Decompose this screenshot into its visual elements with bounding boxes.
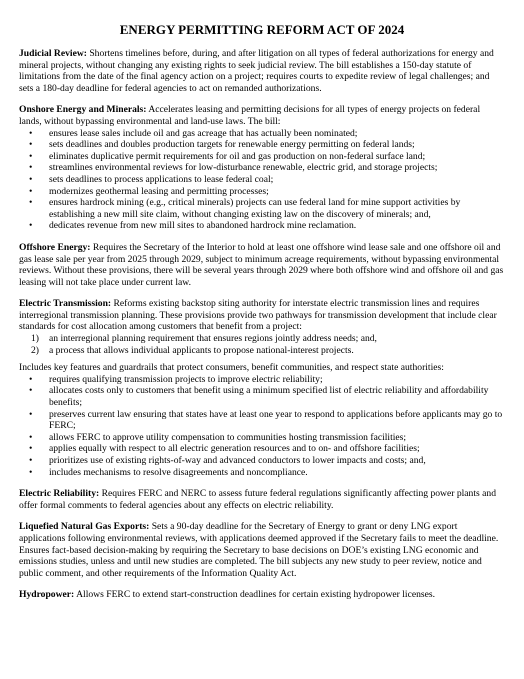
reliability-paragraph xyxy=(19,488,505,511)
list-item: • includes mechanisms to resolve disagreements and noncompliance. xyxy=(19,467,505,479)
offshore-paragraph xyxy=(19,242,505,288)
section-text: Allows FERC to extend start-construction deadlines for certain existing hydropower licenses. xyxy=(74,589,436,601)
document-title: ENERGY PERMITTING REFORM ACT OF 2024 xyxy=(119,22,405,37)
section-text: Reforms existing backstop siting authority for interstate electric transmission lines and requires interregional transmission planning. These provisions provide two pathways for transmission development that include clear standards for cost allocation among customers that benefit from a project: xyxy=(19,298,497,333)
list-item: • streamlines environmental reviews for low-disturbance renewable, electric grid, and storage projects; xyxy=(19,162,505,174)
section-text: Requires the Secretary of the Interior to hold at least one offshore wind lease sale and one offshore oil and gas lease sale per year from 2025 through 2029, subject to minimum acreage requirements, without bypassing environmental reviews. Without these provisions, there will be several years through 2029 where both offshore wind and offshore oil and gas leasing will not take place under current law. xyxy=(19,241,504,288)
section-transmission-guardrails xyxy=(19,362,505,478)
section-judicial-review xyxy=(19,48,505,94)
list-item-text: an interregional planning requirement that ensures regions jointly address needs; and, xyxy=(49,333,377,345)
section-onshore xyxy=(19,104,505,232)
list-item-text: a process that allows individual applicants to propose national-interest projects. xyxy=(49,344,354,356)
section-lng xyxy=(19,521,505,579)
section-heading: Electric Reliability: xyxy=(19,488,100,500)
onshore-bullet-list xyxy=(19,128,505,232)
section-text: Sets a 90-day deadline for the Secretary of Energy to grant or deny LNG export applications following environmental reviews, with applications deemed approved if the Secretary fails to meet the deadline. Ensures fact-based decision-making by requiring the Secretary to base decisions on DOE’s existing LNG economic and emissions studies, unless and until new studies are completed. The bill subjects any new study to peer review, notice and public comment, and other requirements of the Information Quality Act. xyxy=(19,521,499,579)
transmission-numbered-list xyxy=(19,333,505,356)
list-item: • requires qualifying transmission projects to improve electric reliability; xyxy=(19,374,505,386)
list-item: • allocates costs only to customers that benefit using a minimum specified list of electric reliability and affordability benefits; xyxy=(19,385,505,408)
hydropower-paragraph xyxy=(19,589,505,601)
guardrails-bullet-list xyxy=(19,374,505,478)
section-heading: Judicial Review: xyxy=(19,48,87,59)
list-number: 2) xyxy=(31,344,39,356)
list-item xyxy=(19,345,505,357)
list-item: • sets deadlines to process applications to lease federal coal; xyxy=(19,174,505,186)
judicial-review-paragraph xyxy=(19,48,505,94)
section-reliability xyxy=(19,488,505,511)
section-hydropower xyxy=(19,589,505,601)
section-heading: Electric Transmission: xyxy=(19,298,112,310)
section-text: Requires FERC and NERC to assess future federal regulations significantly affecting power plants and offer formal comments to federal agencies about any effects on electric reliability. xyxy=(19,488,497,511)
guardrails-intro: Includes key features and guardrails that protect consumers, benefit communities, and respect state authorities: xyxy=(19,362,444,374)
section-offshore xyxy=(19,242,505,288)
list-item: • applies equally with respect to all electric generation resources and to on- and offshore facilities; xyxy=(19,443,505,455)
section-text: Shortens timelines before, during, and after litigation on all types of federal authorizations for energy and mineral projects, without changing any existing rights to seek judicial review. The bill establishes a 150-day statute of limitations from the date of the final agency action on a project; requires courts to expedite review of legal challenges; and sets a 180-day deadline for federal agencies to act on remanded authorizations. xyxy=(19,48,494,94)
list-item: • preserves current law ensuring that states have at least one year to respond to applications before applicants may go to FERC; xyxy=(19,409,505,432)
list-item: • modernizes geothermal leasing and permitting processes; xyxy=(19,186,505,198)
section-heading: Liquefied Natural Gas Exports: xyxy=(19,521,150,533)
list-item: • dedicates revenue from new mill sites to abandoned hardrock mine reclamation. xyxy=(19,220,505,232)
list-item: • eliminates duplicative permit requirements for oil and gas production on non-federal surface land; xyxy=(19,151,505,163)
list-item: • prioritizes use of existing rights-of-way and advanced conductors to lower impacts and costs; and, xyxy=(19,455,505,467)
lng-paragraph xyxy=(19,521,505,579)
list-item xyxy=(19,333,505,345)
list-number: 1) xyxy=(31,333,39,345)
section-transmission xyxy=(19,298,505,356)
list-item: • ensures lease sales include oil and gas acreage that has actually been nominated; xyxy=(19,128,505,140)
section-heading: Hydropower: xyxy=(19,589,75,601)
section-text: Accelerates leasing and permitting decisions for all types of energy projects on federal lands, without bypassing environmental and land-use laws. The bill: xyxy=(19,104,481,127)
section-heading: Onshore Energy and Minerals: xyxy=(19,104,147,116)
list-item: • ensures hardrock mining (e.g., critical minerals) projects can use federal land for mine support activities by establishing a new mill site claim, without changing existing law on the discovery of minerals; and, xyxy=(19,197,505,220)
section-heading: Offshore Energy: xyxy=(19,241,91,253)
list-item: • allows FERC to approve utility compensation to communities hosting transmission facilities; xyxy=(19,432,505,444)
onshore-paragraph xyxy=(19,104,505,127)
transmission-paragraph xyxy=(19,298,505,333)
list-item: • sets deadlines and doubles production targets for renewable energy permitting on federal lands; xyxy=(19,139,505,151)
